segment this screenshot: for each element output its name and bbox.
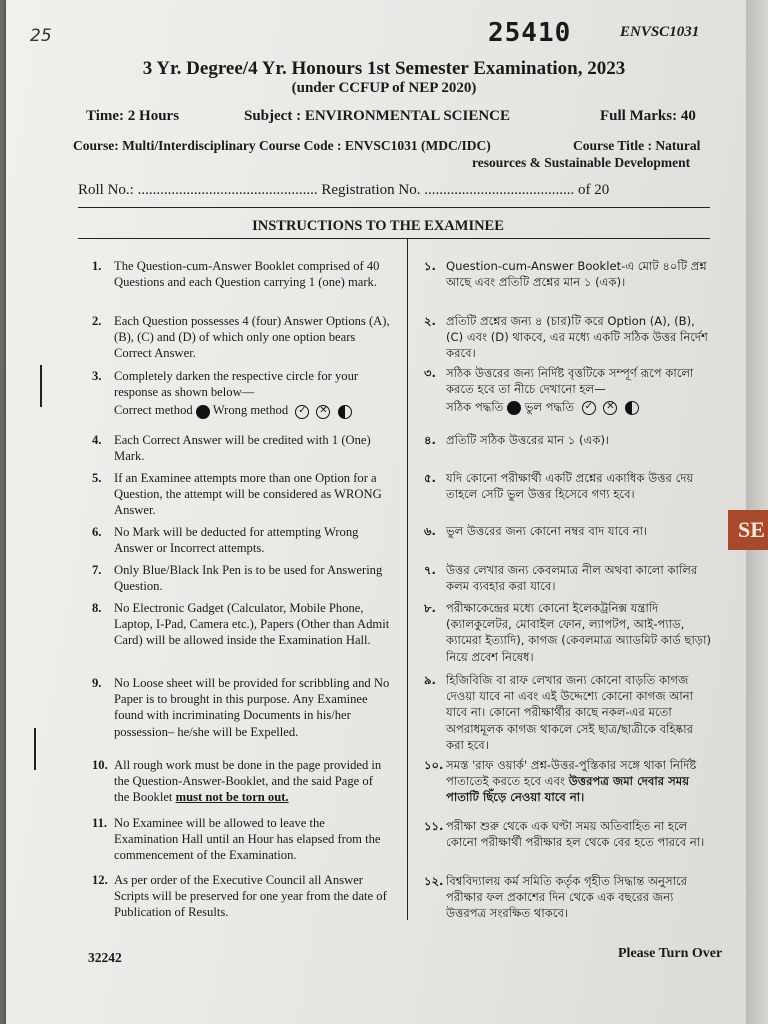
course-title-line2: resources & Sustainable Development [472, 155, 691, 170]
divider-top [78, 207, 710, 208]
footer-code: 32242 [88, 950, 122, 965]
exam-time: Time: 2 Hours [86, 108, 180, 124]
serial-number: 25410 [488, 18, 572, 48]
instruction-bn: ১. Question-cum-Answer Booklet-এ মোট ৪০টি প্রশ্ন আছে এবং প্রতিটি প্রশ্নের মান ১ (এক)। [424, 259, 707, 290]
instruction-bn: ১১. পরীক্ষা শুরু থেকে এক ঘণ্টা সময় অতিবাহিত না হলে কোনো পরীক্ষার্থী পরীক্ষার হল থেকে বের হতে পারবে না। [424, 819, 705, 850]
instruction-bn: ১২. বিশ্ববিদ্যালয় কর্ম সমিতি কর্তৃক গৃহীত সিদ্ধান্ত অনুসারে পরীক্ষার ফল প্রকাশের দিন থেকে এক বছরের জন্য উত্তরপত্র সংরক্ষিত থাকবে। [424, 874, 688, 921]
instruction-en: 11. No Examinee will be allowed to leave the Examination Hall until an Hour has elapsed from the commencement of the Examination. [92, 816, 381, 863]
exam-subtitle: (under CCFUP of NEP 2020) [291, 80, 477, 96]
instruction-en: 8. No Electronic Gadget (Calculator, Mobile Phone, Laptop, I-Pad, Camera etc.), Papers (Other than Admit Card) will be allowed inside the Examination Hall. [92, 601, 390, 648]
divider-instructions [78, 238, 710, 239]
course-title-line1: Course Title : Natural [573, 138, 701, 153]
half-filled-circle-icon [338, 405, 352, 419]
exam-title: 3 Yr. Degree/4 Yr. Honours 1st Semester Examination, 2023 [142, 58, 626, 79]
side-tab: SE [728, 510, 768, 550]
instruction-en: 12. As per order of the Executive Council all Answer Scripts will be preserved for one year from the date of Publication of Results. [92, 873, 387, 920]
full-marks: Full Marks: 40 [600, 108, 696, 124]
instruction-bn: ৩. সঠিক উত্তরের জন্য নির্দিষ্ট বৃত্তটিকে সম্পূর্ণ রূপে কালো করতে হবে তা নীচে দেখানো হল— সঠিক পদ্ধতি ভুল পদ্ধতি ✓ ✕ [424, 365, 714, 416]
instruction-bn: ৫. যদি কোনো পরীক্ষার্থী একটি প্রশ্নের একাধিক উত্তর দেয় তাহলে সেটি ভুল উত্তর হিসেবে গণ্য হবে। [424, 471, 694, 502]
instructions-title: INSTRUCTIONS TO THE EXAMINEE [252, 218, 504, 234]
cross-circle-icon: ✕ [603, 401, 617, 415]
instruction-en: 10. All rough work must be done in the page provided in the Question-Answer-Booklet, and the said Page of the Booklet must not be torn out. [92, 758, 382, 805]
instruction-en: 5. If an Examinee attempts more than one Option for a Question, the attempt will be considered as WRONG Answer. [92, 471, 382, 518]
instruction-en: 3. Completely darken the respective circle for your response as shown below— Correct method Wrong method ✓ ✕ [92, 368, 390, 419]
correct-method-label: Correct method [114, 403, 193, 418]
paper-code: ENVSC1031 [620, 24, 700, 40]
filled-circle-icon [507, 401, 521, 415]
cross-circle-icon: ✕ [316, 405, 330, 419]
margin-pen-mark [40, 365, 42, 407]
tick-circle-icon: ✓ [582, 401, 596, 415]
instruction-bn: ১০. সমস্ত 'রাফ ওয়ার্ক' প্রশ্ন-উত্তর-পুস্তিকার সঙ্গে থাকা নির্দিষ্ট পাতাতেই করতে হবে এবং উত্তরপত্র জমা দেবার সময় পাতাটি ছিঁড়ে নেওয়া যাবে না। [424, 758, 697, 805]
instruction-en: 9. No Loose sheet will be provided for scribbling and No Paper is to brought in this purpose. Any Examinee found with incriminating Documents in his/her possession– he/she will be Expelled. [92, 676, 390, 739]
half-filled-circle-icon [625, 401, 639, 415]
answer-method-examples [114, 402, 390, 418]
instruction-bn: ৯. হিজিবিজি বা রাফ লেখার জন্য কোনো বাড়তি কাগজ দেওয়া যাবে না এবং এই উদ্দেশ্যে কোনো কাগজ আনা যাবে না। কোনো পরীক্ষার্থীর কাছে নকল-এর মতো অপরাধমূলক কাগজ থাকলে সেই ছাত্র/ছাত্রীকে বহিষ্কার করা হবে। [424, 673, 694, 752]
column-divider [407, 238, 408, 920]
handwritten-number: 25 [30, 26, 52, 46]
correct-method-label-bn: সঠিক পদ্ধতি [446, 400, 504, 415]
wrong-method-label-bn: ভুল পদ্ধতি [524, 400, 575, 415]
filled-circle-icon [196, 405, 210, 419]
margin-pen-mark [34, 728, 36, 770]
instruction-en: 7. Only Blue/Black Ink Pen is to be used for Answering Question. [92, 563, 383, 594]
roll-registration-line: Roll No.: ................................................ Registration No. ........................................ of 20 [78, 182, 610, 198]
instruction-bn: ৮. পরীক্ষাকেন্দ্রের মধ্যে কোনো ইলেকট্রনিক্স যন্ত্রাদি (ক্যালকুলেটর, মোবাইল ফোন, ল্যাপটপ, আই-প্যাড, ক্যামেরা ইত্যাদি), কাগজ (কেবলমাত্র অ্যাডমিট কার্ড ছাড়া) নিয়ে প্রবেশ নিষেধ। [424, 601, 711, 664]
instruction-en: 1. The Question-cum-Answer Booklet comprised of 40 Questions and each Question carrying 1 (one) mark. [92, 259, 380, 290]
instruction-en: 2. Each Question possesses 4 (four) Answer Options (A), (B), (C) and (D) of which only one option bears Correct Answer. [92, 314, 390, 361]
instruction-bn: ৬. ভুল উত্তরের জন্য কোনো নম্বর বাদ যাবে না। [424, 524, 648, 538]
instruction-bn: ২. প্রতিটি প্রশ্নের জন্য ৪ (চার)টি করে Option (A), (B), (C) এবং (D) থাকবে, এর মধ্যে একটি সঠিক উত্তর নির্দেশ করবে। [424, 314, 708, 361]
instruction-en: 6. No Mark will be deducted for attempting Wrong Answer or Incorrect attempts. [92, 525, 359, 556]
wrong-method-label: Wrong method [212, 403, 289, 418]
tick-circle-icon: ✓ [295, 405, 309, 419]
answer-method-examples-bn [446, 399, 714, 415]
instruction-bn: ৭. উত্তর লেখার জন্য কেবলমাত্র নীল অথবা কালো কালির কলম ব্যবহার করা যাবে। [424, 563, 698, 594]
instruction-bn: ৪. প্রতিটি সঠিক উত্তরের মান ১ (এক)। [424, 433, 610, 447]
course-code: Course: Multi/Interdisciplinary Course Code : ENVSC1031 (MDC/IDC) [73, 138, 491, 153]
please-turn-over: Please Turn Over [618, 946, 723, 961]
exam-subject: Subject : ENVIRONMENTAL SCIENCE [244, 108, 511, 124]
instruction-en: 4. Each Correct Answer will be credited with 1 (One) Mark. [92, 433, 371, 464]
